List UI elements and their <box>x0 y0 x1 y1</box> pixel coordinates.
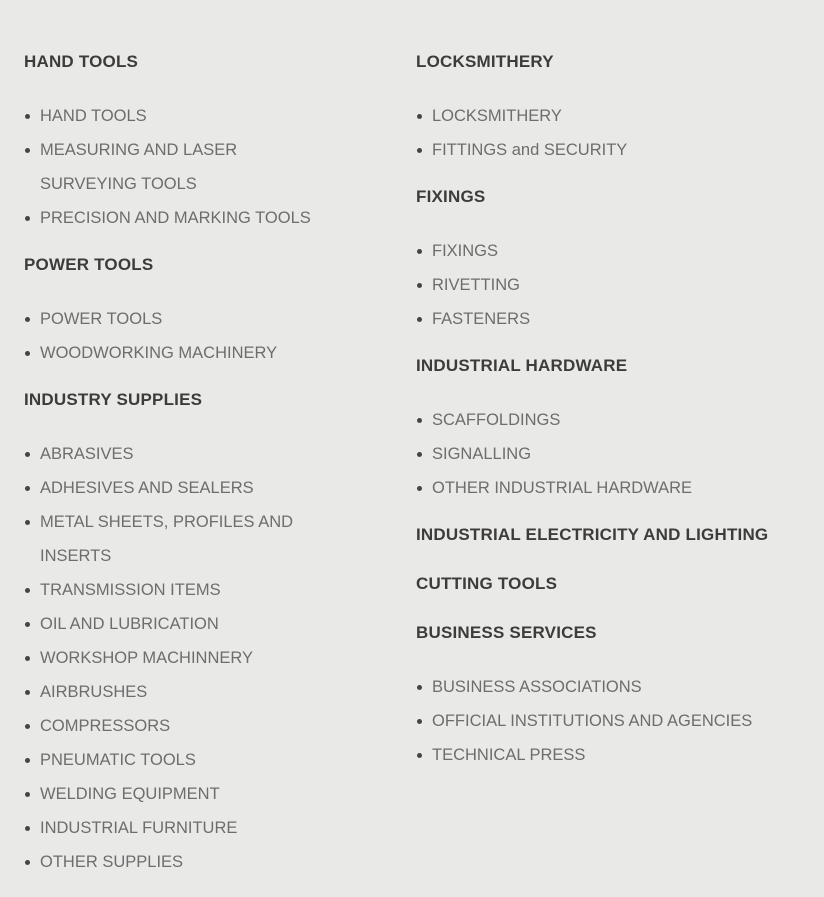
category-item-label: MEASURING AND LASER SURVEYING TOOLS <box>40 141 238 193</box>
category-item-label: INDUSTRIAL FURNITURE <box>40 819 238 837</box>
bullet-icon <box>417 148 422 153</box>
category-item[interactable] <box>416 133 808 167</box>
bullet-icon <box>417 418 422 423</box>
category-item-label: AIRBRUSHES <box>40 683 148 701</box>
category-item[interactable] <box>24 675 332 709</box>
category-item[interactable] <box>416 704 808 738</box>
category-list <box>416 403 808 505</box>
category-item[interactable] <box>416 302 808 336</box>
category-item-label: BUSINESS ASSOCIATIONS <box>432 678 642 696</box>
category-item-label: COMPRESSORS <box>40 717 171 735</box>
category-item[interactable] <box>24 811 332 845</box>
category-column-left <box>24 50 416 897</box>
bullet-icon <box>25 317 30 322</box>
section-title[interactable]: FIXINGS <box>416 187 486 206</box>
bullet-icon <box>25 148 30 153</box>
category-item-label: ADHESIVES AND SEALERS <box>40 479 254 497</box>
section-title[interactable]: BUSINESS SERVICES <box>416 623 597 642</box>
category-section <box>416 621 808 772</box>
bullet-icon <box>25 690 30 695</box>
bullet-icon <box>25 486 30 491</box>
bullet-icon <box>417 486 422 491</box>
category-item-label: FIXINGS <box>432 242 499 260</box>
category-item[interactable] <box>416 670 808 704</box>
category-item-label: WOODWORKING MACHINERY <box>40 344 278 362</box>
category-item-label: TRANSMISSION ITEMS <box>40 581 221 599</box>
category-section <box>24 253 416 370</box>
section-title[interactable]: HAND TOOLS <box>24 52 139 71</box>
category-item[interactable] <box>24 133 332 201</box>
category-item[interactable] <box>24 336 332 370</box>
category-item[interactable] <box>24 777 332 811</box>
category-item[interactable] <box>416 403 808 437</box>
bullet-icon <box>25 351 30 356</box>
bullet-icon <box>25 114 30 119</box>
category-item[interactable] <box>24 709 332 743</box>
category-item[interactable] <box>24 641 332 675</box>
bullet-icon <box>25 724 30 729</box>
category-item-label: TECHNICAL PRESS <box>432 746 586 764</box>
bullet-icon <box>25 520 30 525</box>
bullet-icon <box>25 588 30 593</box>
category-item[interactable] <box>24 505 332 573</box>
bullet-icon <box>417 114 422 119</box>
category-item-label: FITTINGS and SECURITY <box>432 141 628 159</box>
category-item[interactable] <box>416 99 808 133</box>
section-title[interactable]: LOCKSMITHERY <box>416 52 554 71</box>
category-item-label: WORKSHOP MACHINNERY <box>40 649 254 667</box>
category-item-label: HAND TOOLS <box>40 107 147 125</box>
category-item-label: SCAFFOLDINGS <box>432 411 561 429</box>
category-list <box>24 99 332 235</box>
category-item-label: RIVETTING <box>432 276 521 294</box>
bullet-icon <box>25 792 30 797</box>
category-list <box>416 670 808 772</box>
category-item-label: PRECISION AND MARKING TOOLS <box>40 209 311 227</box>
category-item-label: LOCKSMITHERY <box>432 107 562 125</box>
section-title[interactable]: INDUSTRIAL HARDWARE <box>416 356 628 375</box>
bullet-icon <box>417 317 422 322</box>
category-section <box>416 523 808 546</box>
bullet-icon <box>25 860 30 865</box>
category-section <box>24 388 416 879</box>
category-section <box>416 185 808 336</box>
category-section <box>416 354 808 505</box>
category-section <box>416 572 808 595</box>
bullet-icon <box>25 452 30 457</box>
category-list <box>24 302 332 370</box>
bullet-icon <box>417 753 422 758</box>
section-title[interactable]: CUTTING TOOLS <box>416 574 558 593</box>
category-list <box>416 234 808 336</box>
category-item-label: PNEUMATIC TOOLS <box>40 751 196 769</box>
category-column-right <box>416 50 808 897</box>
category-item[interactable] <box>24 607 332 641</box>
bullet-icon <box>25 216 30 221</box>
category-section <box>416 50 808 167</box>
category-item[interactable] <box>24 845 332 879</box>
section-title[interactable]: INDUSTRIAL ELECTRICITY AND LIGHTING <box>416 525 769 544</box>
category-item-label: POWER TOOLS <box>40 310 163 328</box>
category-item[interactable] <box>24 99 332 133</box>
category-item-label: WELDING EQUIPMENT <box>40 785 220 803</box>
category-item-label: METAL SHEETS, PROFILES AND INSERTS <box>40 513 294 565</box>
category-list <box>24 437 332 879</box>
category-item-label: OTHER INDUSTRIAL HARDWARE <box>432 479 693 497</box>
category-item-label: FASTENERS <box>432 310 531 328</box>
bullet-icon <box>25 758 30 763</box>
category-item[interactable] <box>24 302 332 336</box>
bullet-icon <box>417 685 422 690</box>
category-item-label: SIGNALLING <box>432 445 532 463</box>
category-section <box>24 50 416 235</box>
category-item-label: OTHER SUPPLIES <box>40 853 184 871</box>
category-item[interactable] <box>416 234 808 268</box>
category-item[interactable] <box>24 437 332 471</box>
bullet-icon <box>417 452 422 457</box>
category-item[interactable] <box>24 743 332 777</box>
category-item-label: ABRASIVES <box>40 445 134 463</box>
bullet-icon <box>417 283 422 288</box>
category-item[interactable] <box>24 471 332 505</box>
bullet-icon <box>25 622 30 627</box>
category-list <box>416 99 808 167</box>
category-item[interactable] <box>416 268 808 302</box>
category-item[interactable] <box>416 437 808 471</box>
section-title[interactable]: INDUSTRY SUPPLIES <box>24 390 203 409</box>
bullet-icon <box>417 249 422 254</box>
category-item[interactable] <box>416 471 808 505</box>
bullet-icon <box>417 719 422 724</box>
bullet-icon <box>25 826 30 831</box>
category-item[interactable] <box>24 201 332 235</box>
category-item-label: OIL AND LUBRICATION <box>40 615 219 633</box>
category-item[interactable] <box>416 738 808 772</box>
category-item[interactable] <box>24 573 332 607</box>
category-item-label: OFFICIAL INSTITUTIONS AND AGENCIES <box>432 712 753 730</box>
bullet-icon <box>25 656 30 661</box>
section-title[interactable]: POWER TOOLS <box>24 255 154 274</box>
